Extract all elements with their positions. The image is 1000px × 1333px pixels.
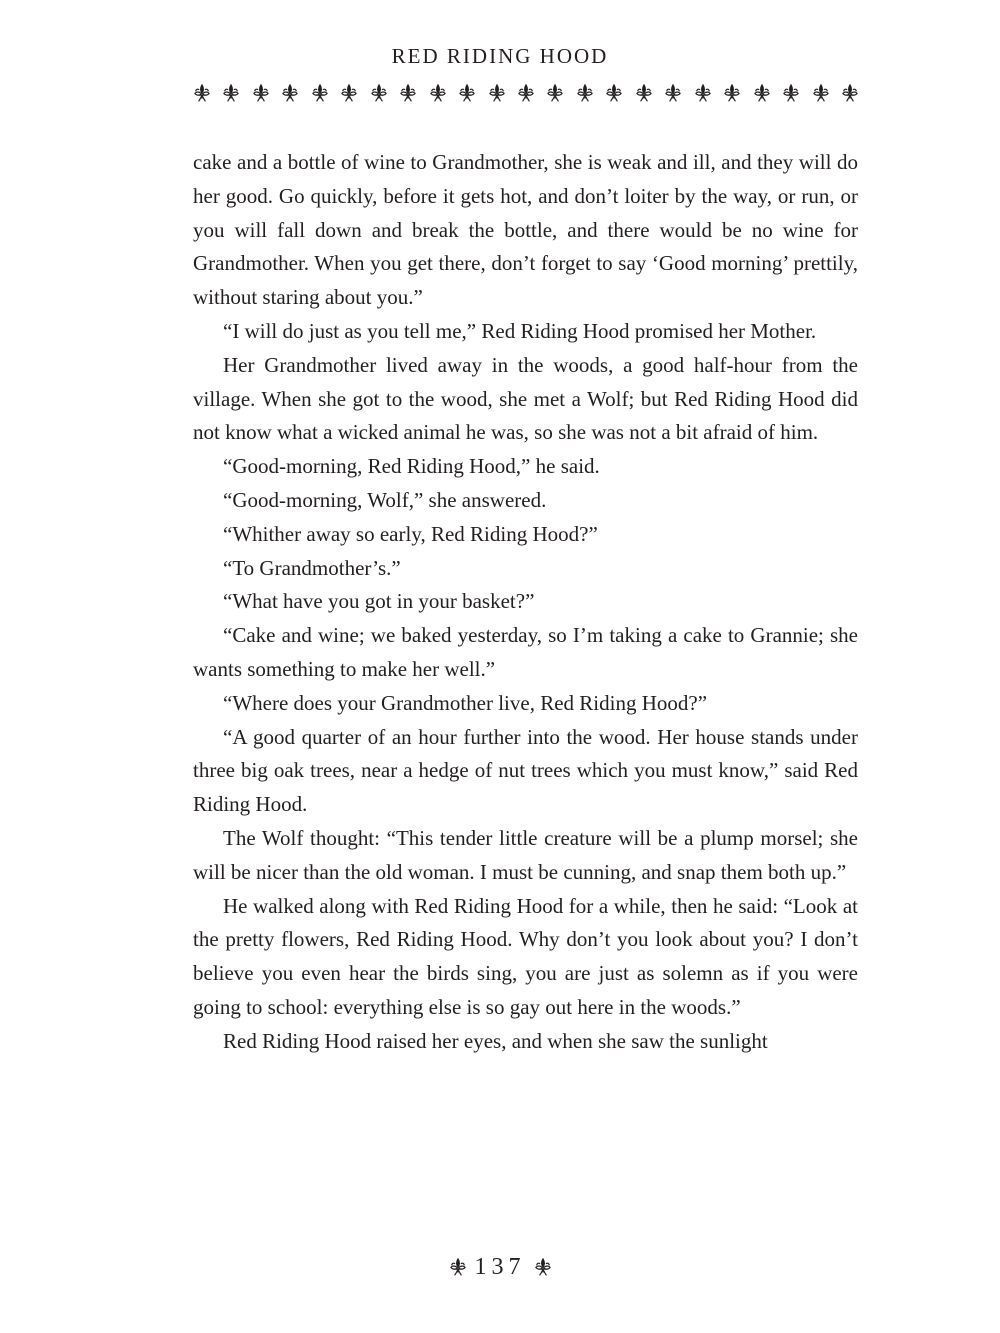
fleur-de-lis-icon [250, 82, 272, 104]
fleur-de-lis-icon [456, 82, 478, 104]
paragraph-14: Red Riding Hood raised her eyes, and when she saw the sunlight [223, 1028, 768, 1053]
paragraph-4: “Good-morning, Red Riding Hood,” he said. [223, 454, 600, 479]
fleur-de-lis-icon [721, 82, 743, 104]
folio [0, 1252, 1000, 1282]
fleur-de-lis-icon [309, 82, 331, 104]
paragraph-10: “Where does your Grandmother live, Red Riding Hood?” [223, 690, 708, 715]
running-head: RED RIDING HOOD [391, 44, 609, 68]
fleur-de-lis-icon [662, 82, 684, 104]
page-number: 137 [474, 1254, 526, 1280]
body-text [193, 146, 858, 1059]
ornament-rule [191, 80, 861, 106]
fleur-de-lis-icon [279, 82, 301, 104]
fleur-de-lis-icon [692, 82, 714, 104]
paragraph-5: “Good-morning, Wolf,” she answered. [223, 487, 547, 512]
fleur-de-lis-icon [603, 82, 625, 104]
fleur-de-lis-icon [191, 82, 213, 104]
fleur-de-lis-icon [447, 1256, 469, 1278]
fleur-de-lis-icon [751, 82, 773, 104]
paragraph-1: cake and a bottle of wine to Grandmother, she is weak and ill, and they will do her good. Go quickly, before it gets hot, and don’t loiter by the way, or run, or you will fall down and break the bottle, and there would be no wine for Grandmother. When you get there, don’t forget to say ‘Good morning’ prettily, without staring about you.” [193, 150, 858, 310]
fleur-de-lis-icon [220, 82, 242, 104]
fleur-de-lis-icon [515, 82, 537, 104]
paragraph-6: “Whither away so early, Red Riding Hood?” [223, 521, 598, 546]
fleur-de-lis-icon [397, 82, 419, 104]
paragraph-9: “Cake and wine; we baked yesterday, so I’m taking a cake to Grannie; she wants something to make her well.” [193, 623, 858, 681]
fleur-de-lis-icon [486, 82, 508, 104]
fleur-de-lis-icon [368, 82, 390, 104]
paragraph-12: The Wolf thought: “This tender little creature will be a plump morsel; she will be nicer than the old woman. I must be cunning, and snap them both up.” [193, 825, 858, 884]
fleur-de-lis-icon [574, 82, 596, 104]
paragraph-3: Her Grandmother lived away in the woods, a good half-hour from the village. When she got to the wood, she met a Wolf; but Red Riding Hood did not know what a wicked animal he was, so she was not a bit afraid of him. [193, 352, 858, 445]
fleur-de-lis-icon [338, 82, 360, 104]
paragraph-8: “What have you got in your basket?” [223, 589, 535, 614]
fleur-de-lis-icon [810, 82, 832, 104]
paragraph-11: “A good quarter of an hour further into the wood. Her house stands under three big oak trees, near a hedge of nut trees which you must know,” said Red Riding Hood. [193, 724, 858, 817]
paragraph-13: He walked along with Red Riding Hood for a while, then he said: “Look at the pretty flowers, Red Riding Hood. Why don’t you look about you? I don’t believe you even hear the birds sing, you are just as solemn as if you were going to school: everything else is so gay out here in the woods.” [193, 893, 858, 1019]
fleur-de-lis-icon [633, 82, 655, 104]
fleur-de-lis-icon [780, 82, 802, 104]
fleur-de-lis-icon [427, 82, 449, 104]
fleur-de-lis-icon [544, 82, 566, 104]
paragraph-7: “To Grandmother’s.” [223, 555, 401, 580]
fleur-de-lis-icon [839, 82, 861, 104]
fleur-de-lis-icon [532, 1256, 554, 1278]
paragraph-2: “I will do just as you tell me,” Red Riding Hood promised her Mother. [223, 318, 817, 343]
